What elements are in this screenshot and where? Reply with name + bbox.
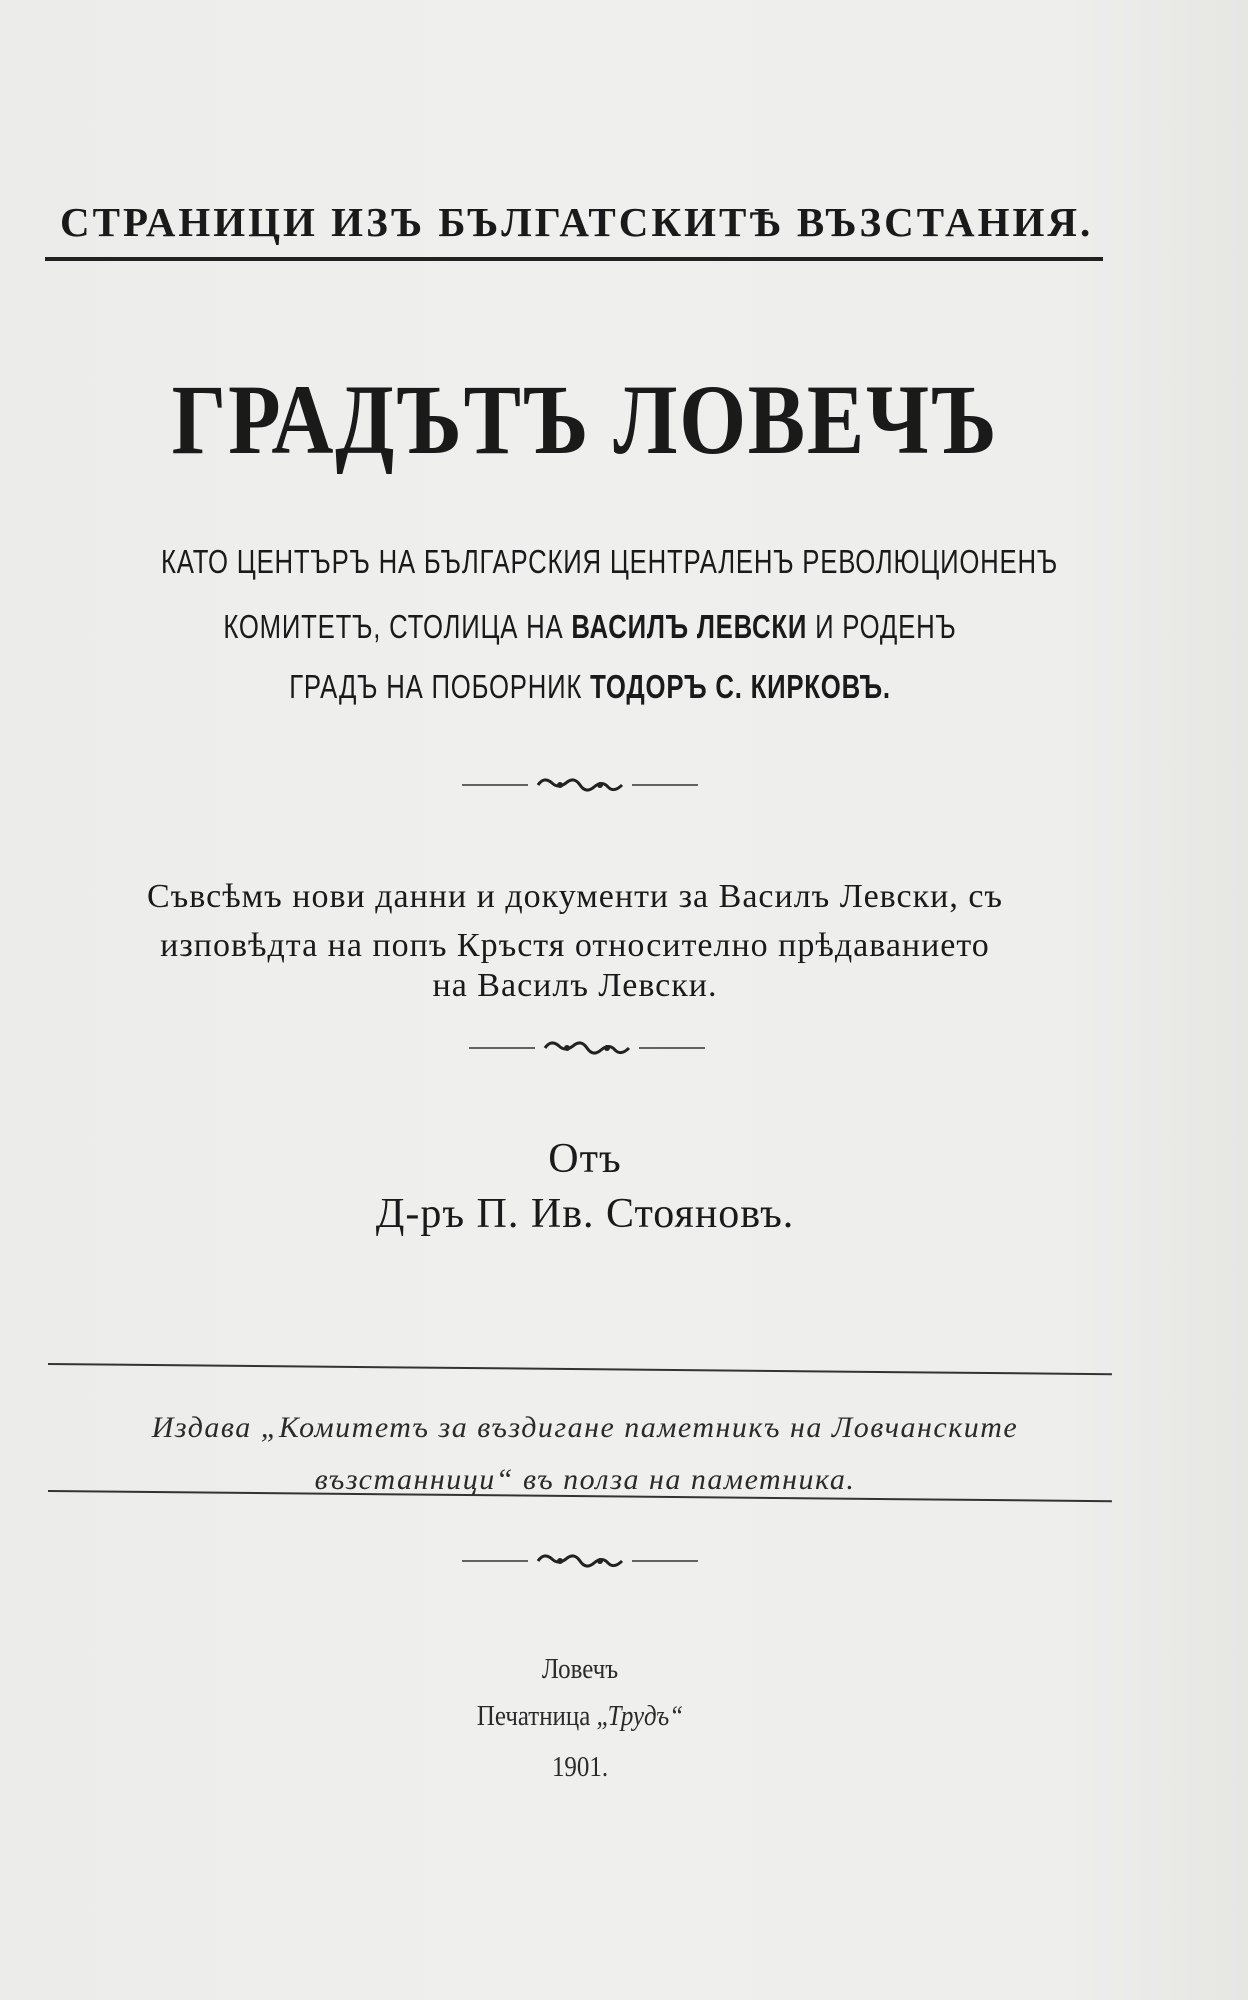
publisher-rule-top (48, 1363, 1112, 1375)
imprint-press: Печатница „Трудъ“ (476, 1700, 684, 1732)
imprint-year: 1901. (551, 1751, 609, 1783)
subtitle-line-3: ГРАДЪ НА ПОБОРНИК ТОДОРЪ С. КИРКОВЪ. (289, 668, 891, 705)
subtitle-line-1: КАТО ЦЕНТЪРЪ НА БЪЛГАРСКИЯ ЦЕНТРАЛЕНЪ РЕВОЛЮЦИОНЕНЪ (161, 543, 1059, 580)
subtitle-line-2: КОМИТЕТЪ, СТОЛИЦА НА ВАСИЛЪ ЛЕВСКИ И РОДЕНЪ (223, 608, 957, 645)
fleuron-ornament-icon (467, 1033, 707, 1063)
description-line-1: Съвсѣмъ нови данни и документи за Василъ Левски, съ (147, 878, 1003, 915)
author-prefix: Отъ (548, 1136, 622, 1182)
subtitle-name-kirkov: ТОДОРЪ С. КИРКОВЪ. (590, 668, 891, 705)
subtitle-name-levski: ВАСИЛЪ ЛЕВСКИ (571, 608, 808, 645)
book-title: ГРАДЪТЪ ЛОВЕЧЪ (171, 364, 999, 475)
fleuron-ornament-icon (460, 1546, 700, 1576)
description-line-2: изповѣдта на попъ Кръстя относително прѣдаванието (160, 927, 990, 964)
publisher-note-line-1: Издава „Комитетъ за въздигане паметникъ на Ловчанските (151, 1411, 1019, 1444)
description-line-3: на Василъ Левски. (432, 967, 718, 1004)
imprint-press-name: „Трудъ“ (596, 1700, 684, 1732)
imprint-city: Ловечъ (541, 1653, 619, 1685)
publisher-note-line-2: възстанници“ въ полза на паметника. (314, 1463, 856, 1496)
author-name: Д-ръ П. Ив. Стояновъ. (375, 1191, 795, 1237)
series-title: СТРАНИЦИ ИЗЪ БЪЛГАТСКИТѢ ВЪЗСТАНИЯ. (60, 199, 1094, 245)
series-underline (45, 257, 1103, 261)
fleuron-ornament-icon (460, 770, 700, 800)
